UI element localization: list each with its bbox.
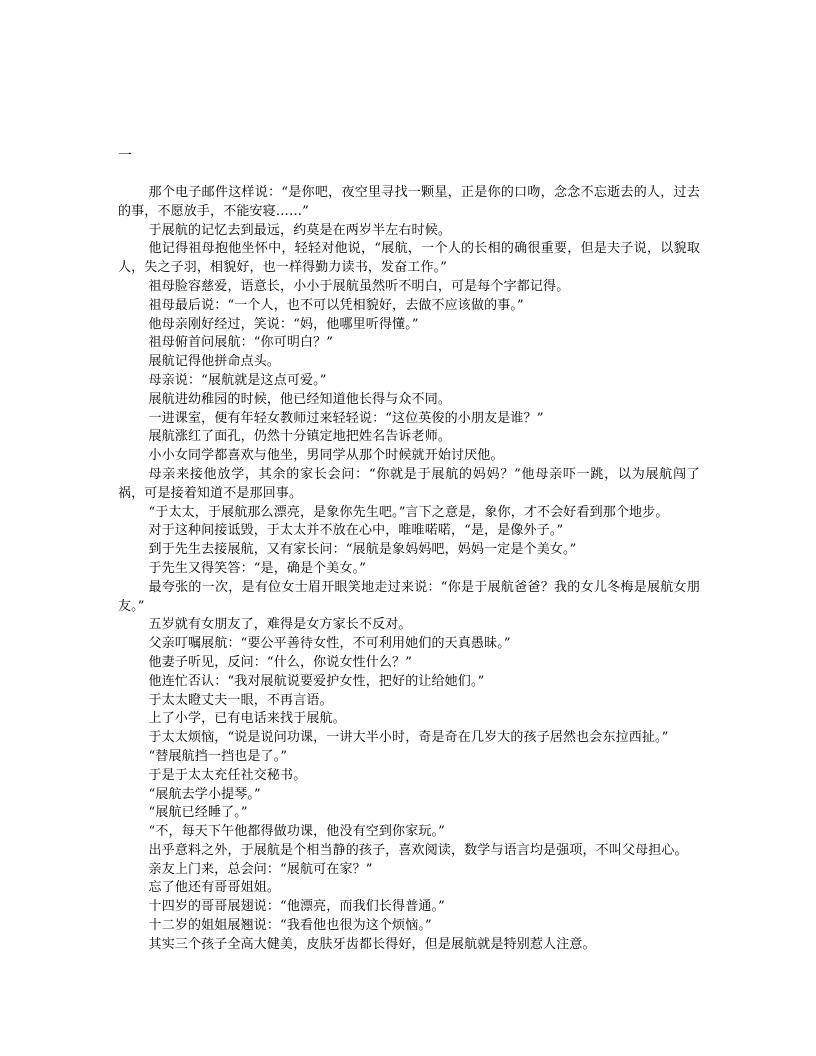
paragraph: 出乎意料之外，于展航是个相当静的孩子，喜欢阅读，数学与语言均是强项，不叫父母担心。 — [148, 842, 688, 858]
paragraph: 他母亲刚好经过，笑说：“妈，他哪里听得懂。” — [148, 316, 419, 332]
paragraph: 于先生又得笑答：“是，确是个美女。” — [148, 560, 367, 576]
paragraph: 那个电子邮件这样说：“是你吧，夜空里寻找一颗星，正是你的口吻，念念不忘逝去的人，过去的事，不愿放手，不能安寝……” — [118, 185, 700, 219]
paragraph: “替展航挡一挡也是了。” — [148, 748, 288, 764]
paragraph: 忘了他还有哥哥姐姐。 — [148, 880, 281, 896]
paragraph: 于太太瞪丈夫一眼，不再言语。 — [148, 692, 333, 708]
paragraph: 祖母最后说：“一个人，也不可以凭相貌好，去做不应该做的事。” — [148, 297, 524, 313]
paragraph: 于太太烦恼，“说是说问功课，一讲大半小时，奇是奇在几岁大的孩子居然也会东拉西扯。” — [148, 730, 669, 746]
paragraph: “不，每天下午他都得做功课，他没有空到你家玩。” — [148, 824, 445, 840]
paragraph: 于展航的记忆去到最远，约莫是在两岁半左右时候。 — [148, 222, 451, 238]
paragraph: 对于这种间接诋毁，于太太并不放在心中，唯唯喏喏，“是，是像外子。” — [148, 523, 564, 539]
paragraph: 最夸张的一次，是有位女士眉开眼笑地走过来说：“你是于展航爸爸？我的女儿冬梅是展航女朋友。” — [118, 579, 700, 614]
paragraph: “于太太，于展航那么漂亮，是象你先生吧。”言下之意是，象你，才不会好看到那个地步。 — [148, 504, 669, 520]
paragraph: 展航进幼稚园的时候，他已经知道他长得与众不同。 — [148, 391, 451, 407]
paragraph: 上了小学，已有电话来找于展航。 — [148, 711, 346, 727]
paragraph: 五岁就有女朋友了，难得是女方家长不反对。 — [148, 617, 412, 633]
paragraph: 到于先生去接展航，又有家长问：“展航是象妈妈吧，妈妈一定是个美女。” — [148, 542, 577, 558]
paragraph: 展航记得他拼命点头。 — [148, 354, 281, 370]
body-text — [118, 184, 700, 955]
paragraph: 父亲叮嘱展航：“要公平善待女性，不可利用她们的天真愚昧。” — [148, 636, 511, 652]
paragraph: 十四岁的哥哥展翅说：“他漂亮，而我们长得普通。” — [148, 899, 445, 915]
paragraph: 小小女同学都喜欢与他坐，男同学从那个时候就开始讨厌他。 — [148, 448, 504, 464]
paragraph: “展航已经睡了。” — [148, 805, 248, 821]
paragraph: 他妻子听见，反问：“什么，你说女性什么？” — [148, 654, 412, 670]
paragraph: 一进课室，便有年轻女教师过来轻轻说：“这位英俊的小朋友是谁？” — [148, 410, 544, 426]
paragraph: 其实三个孩子全高大健美，皮肤牙齿都长得好，但是展航就是特别惹人注意。 — [148, 936, 596, 952]
paragraph: 他记得祖母抱他坐怀中，轻轻对他说，“展航，一个人的长相的确很重要，但是夫子说，以貌取人，失之子羽，相貌好，也一样得勤力读书，发奋工作。” — [118, 241, 700, 276]
paragraph: 展航涨红了面孔，仍然十分镇定地把姓名告诉老师。 — [148, 429, 451, 445]
paragraph: “展航去学小提琴。” — [148, 786, 261, 802]
paragraph: 于是于太太充任社交秘书。 — [148, 767, 307, 783]
chapter-number: 一 — [118, 148, 132, 164]
paragraph: 他连忙否认：“我对展航说要爱护女性，把好的让给她们。” — [148, 673, 485, 689]
paragraph: 祖母脸容慈爱，语意长，小小于展航虽然听不明白，可是每个字都记得。 — [148, 278, 570, 294]
paragraph: 母亲来接他放学，其余的家长会问：“你就是于展航的妈妈？”他母亲吓一跳，以为展航闯了祸，可是接着知道不是那回事。 — [118, 466, 700, 501]
paragraph: 亲友上门来，总会问：“展航可在家？” — [148, 861, 373, 877]
paragraph: 祖母俯首问展航：“你可明白？” — [148, 335, 334, 351]
paragraph: 十二岁的姐姐展翘说：“我看他也很为这个烦恼。” — [148, 918, 432, 934]
paragraph: 母亲说：“展航就是这点可爱。” — [148, 372, 327, 388]
